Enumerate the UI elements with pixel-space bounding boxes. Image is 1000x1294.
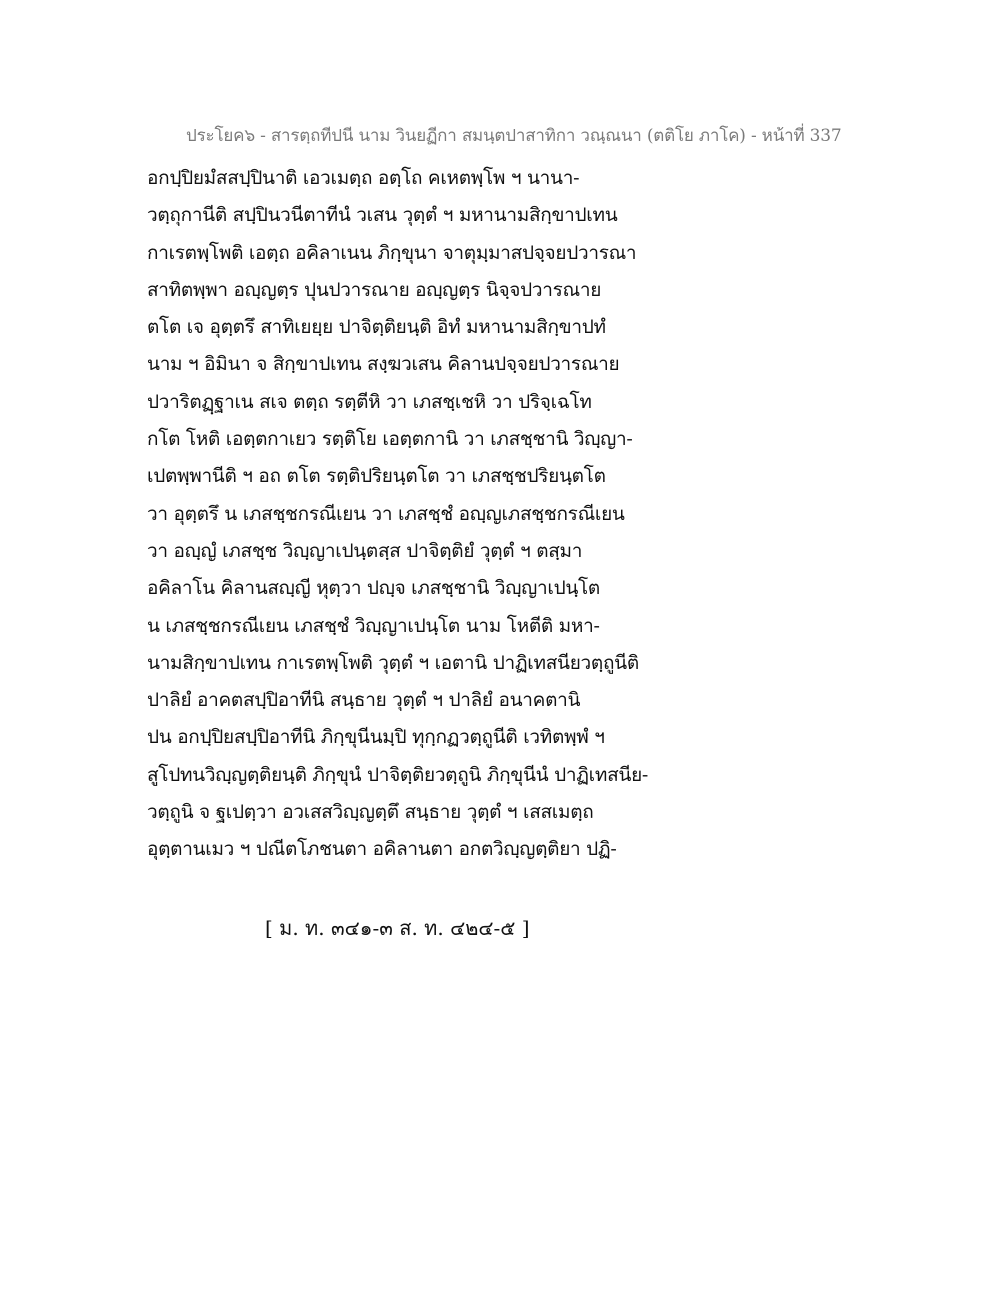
text-line: ตโต เจ อุตฺตรึ สาทิเยยฺย ปาจิตฺติยนฺติ อิทํ มหานามสิกฺขาปทํ [147,316,606,339]
text-line: สาทิตพฺพา อญฺญตฺร ปุนปวารณาย อญฺญตฺร นิจฺจปวารณาย [147,278,602,301]
body-text [147,160,707,869]
text-line: เปตพฺพานีติ ฯ อถ ตโต รตฺติปริยนฺตโต วา เภสชฺชปริยนฺตโต [147,465,606,488]
text-line: สูโปทนวิญฺญตฺติยนฺติ ภิกฺขุนํ ปาจิตฺติยวตฺถูนิ ภิกฺขุนีนํ ปาฏิเทสนีย- [147,763,649,786]
text-line: นามสิกฺขาปเทน กาเรตพฺโพติ วุตฺตํ ฯ เอตานิ ปาฏิเทสนียวตฺถูนีติ [147,651,639,674]
running-header: ประโยค๖ - สารตฺถทีปนี นาม วินยฏีกา สมนฺตปาสาทิกา วณฺณนา (ตติโย ภาโค) - หน้าที่ 337 [186,126,842,146]
text-line: ปน อกปฺปิยสปฺปิอาทีนิ ภิกฺขุนีนมฺปิ ทุกฺกฏวตฺถูนีติ เวทิตพฺพํ ฯ [147,726,605,749]
text-line: วตฺถุกานีติ สปฺปินวนีตาทีนํ วเสน วุตฺตํ ฯ มหานามสิกฺขาปเทน [147,204,618,227]
text-line: อกปฺปิยมํสสปฺปินาติ เอวเมตฺถ อตฺโถ คเหตพฺโพ ฯ นานา- [147,167,580,189]
text-line: อคิลาโน คิลานสญฺญี หุตฺวา ปญฺจ เภสชฺชานิ วิญฺญาเปนฺโต [147,577,600,600]
text-line: อุตฺตานเมว ฯ ปณีตโภชนตา อคิลานตา อกตวิญฺญตฺติยา ปฏิ- [147,838,617,861]
text-line: วา อญฺญํ เภสชฺช วิญฺญาเปนฺตสฺส ปาจิตฺติยํ วุตฺตํ ฯ ตสฺมา [147,539,583,562]
text-line: กโต โหติ เอตฺตกาเยว รตฺติโย เอตฺตกานิ วา เภสชฺชานิ วิญฺญา- [147,428,633,451]
text-line: วา อุตฺตรึ น เภสชฺชกรณีเยน วา เภสชฺชํ อญฺญเภสชฺชกรณีเยน [147,502,625,525]
text-line: ปาลิยํ อาคตสปฺปิอาทีนิ สนฺธาย วุตฺตํ ฯ ปาลิยํ อนาคตานิ [147,689,581,712]
text-line: นาม ฯ อิมินา จ สิกฺขาปเทน สงฺฆวเสน คิลานปจฺจยปวารณาย [147,353,620,376]
source-reference: [ ม. ท. ๓๔๑-๓ ส. ท. ๔๒๔-๕ ] [265,916,530,940]
text-line: น เภสชฺชกรณีเยน เภสชฺชํ วิญฺญาเปนฺโต นาม โหตีติ มหา- [147,614,600,637]
text-line: กาเรตพฺโพติ เอตฺถ อคิลาเนน ภิกฺขุนา จาตุมฺมาสปจฺจยปวารณา [147,241,637,264]
text-line: ปวาริตฏฺฐาเน สเจ ตตฺถ รตฺตีหิ วา เภสชฺเชหิ วา ปริจฺเฉโท [147,390,592,413]
text-line: วตฺถูนิ จ ฐเปตฺวา อวเสสวิญฺญตฺตึ สนฺธาย วุตฺตํ ฯ เสสเมตฺถ [147,801,594,824]
